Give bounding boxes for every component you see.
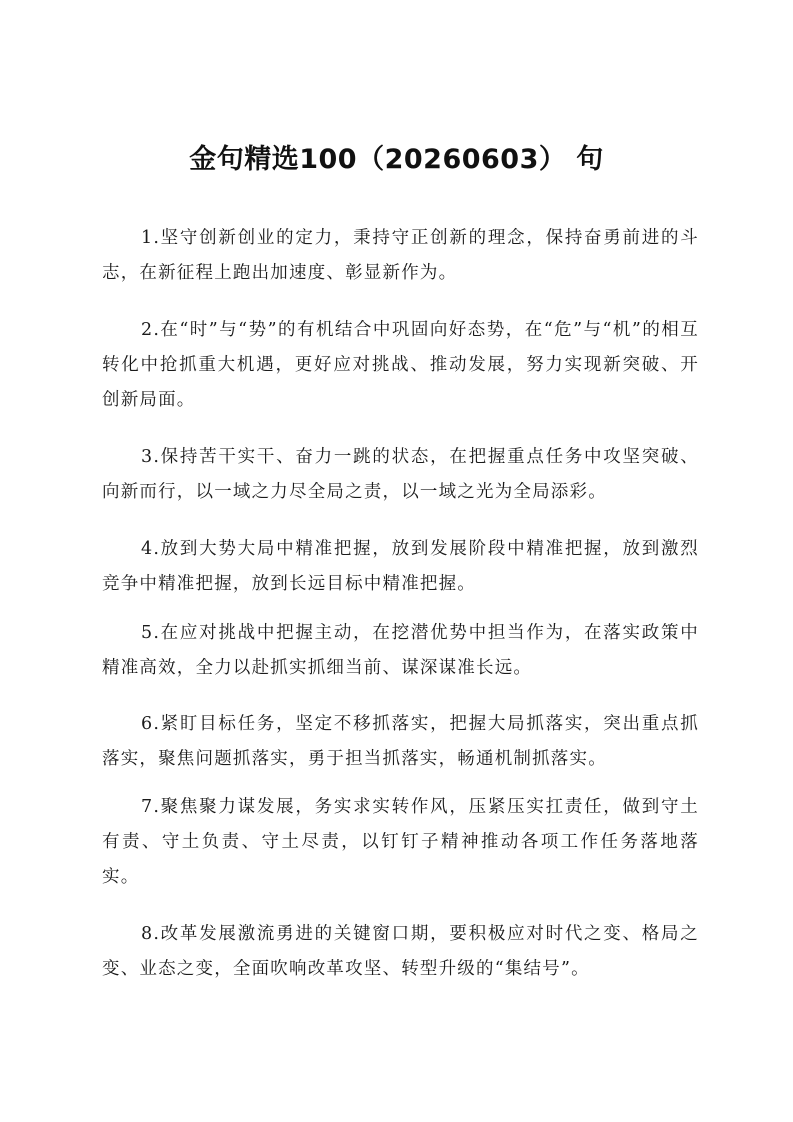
paragraph-4: 4.放到大势大局中精准把握，放到发展阶段中精准把握，放到激烈竞争中精准把握，放到长远目标中精准把握。: [102, 539, 699, 594]
paragraph-7: 7.聚焦聚力谋发展，务实求实转作风，压紧压实扛责任，做到守土有责、守土负责、守土尽责，以钉钉子精神推动各项工作任务落地落实。: [102, 797, 699, 887]
document-title: 金句精选100（20260603） 句: [189, 144, 604, 175]
paragraph-1: 1.坚守创新创业的定力，秉持守正创新的理念，保持奋勇前进的斗志，在新征程上跑出加速度、彰显新作为。: [102, 228, 699, 283]
paragraph-8: 8.改革发展激流勇进的关键窗口期，要积极应对时代之变、格局之变、业态之变，全面吹响改革攻坚、转型升级的“集结号”。: [102, 924, 699, 979]
paragraph-3: 3.保持苦干实干、奋力一跳的状态，在把握重点任务中攻坚突破、向新而行，以一域之力尽全局之责，以一域之光为全局添彩。: [102, 447, 699, 502]
paragraph-2: 2.在“时”与“势”的有机结合中巩固向好态势，在“危”与“机”的相互转化中抢抓重大机遇，更好应对挑战、推动发展，努力实现新突破、开创新局面。: [102, 320, 699, 410]
paragraph-5: 5.在应对挑战中把握主动，在挖潜优势中担当作为，在落实政策中精准高效，全力以赴抓实抓细当前、谋深谋准长远。: [102, 623, 699, 678]
paragraph-6: 6.紧盯目标任务，坚定不移抓落实，把握大局抓落实，突出重点抓落实，聚焦问题抓落实，勇于担当抓落实，畅通机制抓落实。: [102, 714, 699, 769]
